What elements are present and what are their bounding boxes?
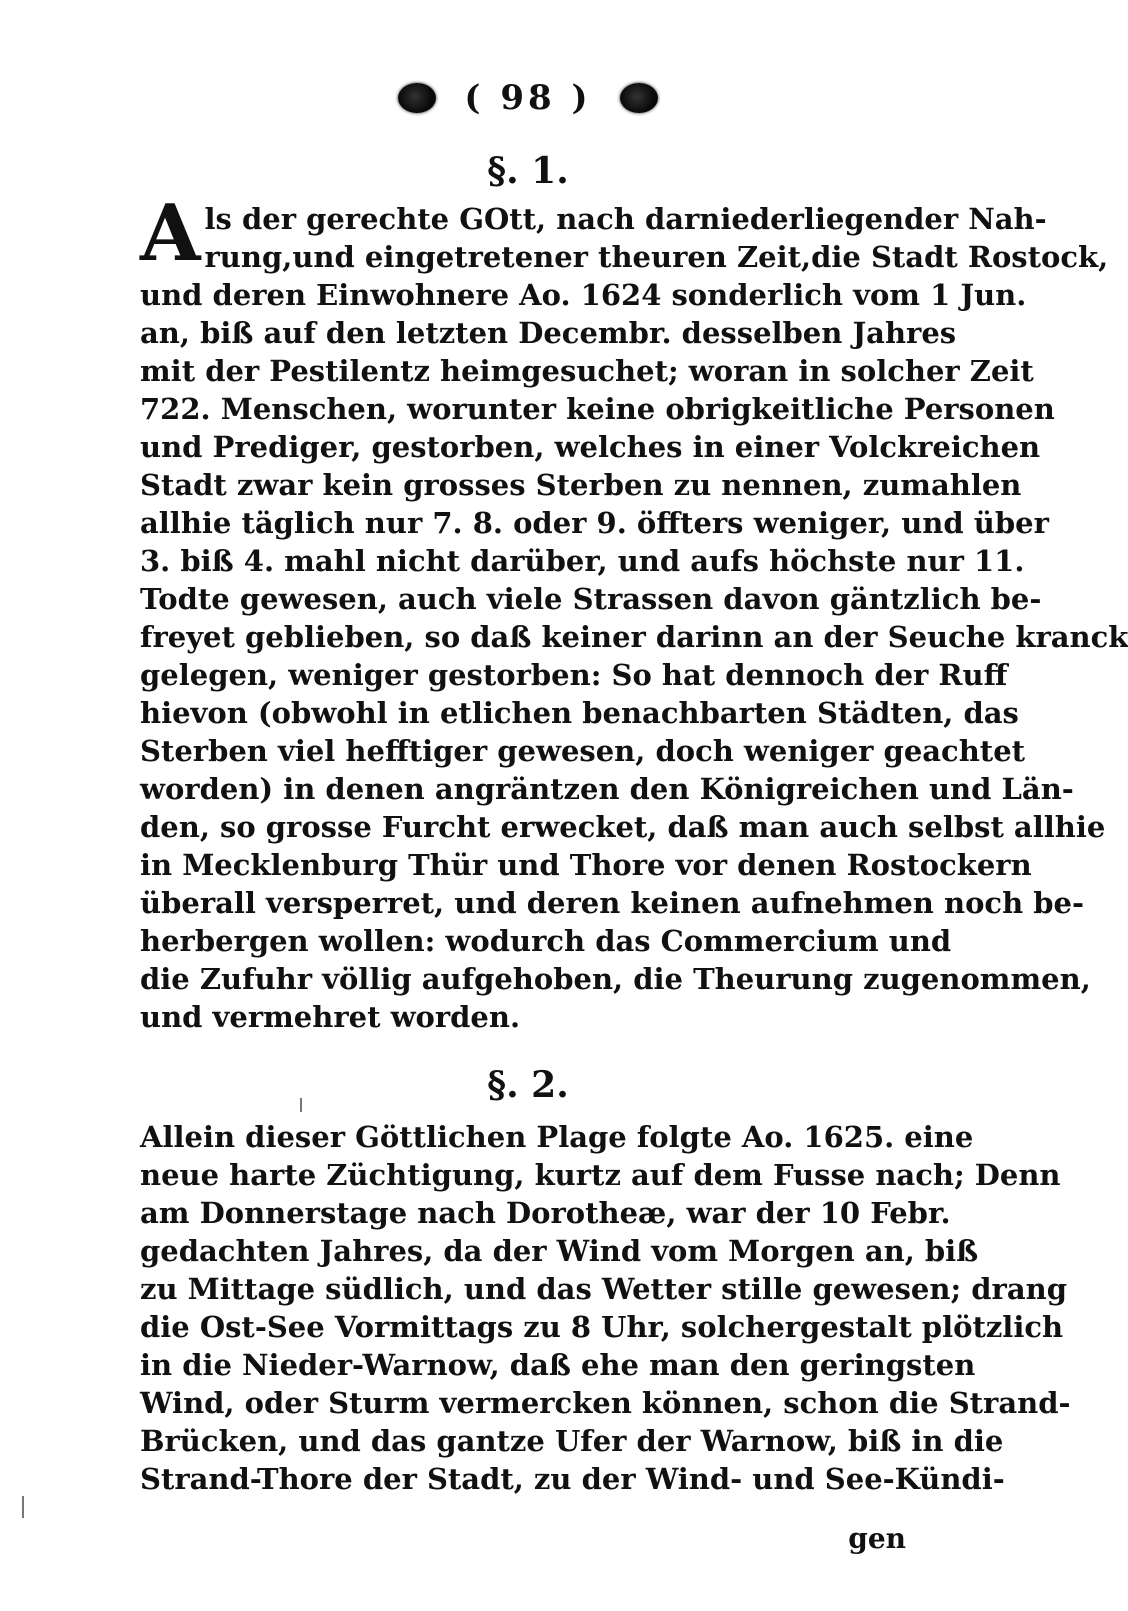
text-line: überall versperret, und deren keinen aufnehmen noch be-: [140, 886, 1085, 920]
text-line: den, so grosse Furcht erwecket, daß man auch selbst allhie: [140, 810, 1106, 844]
text-line: und Prediger, gestorben, welches in einer Volckreichen: [140, 430, 1041, 464]
text-line: am Donnerstage nach Dorotheæ, war der 10 Febr.: [140, 1196, 951, 1230]
text-line: und deren Einwohnere Ao. 1624 sonderlich vom 1 Jun.: [140, 278, 1027, 312]
text-line: die Ost-See Vormittags zu 8 Uhr, solchergestalt plötzlich: [140, 1310, 1064, 1344]
text-line: gelegen, weniger gestorben: So hat dennoch der Ruff: [140, 658, 1008, 692]
stray-mark: [22, 1496, 24, 1518]
text-line: Wind, oder Sturm vermercken können, schon die Strand-: [140, 1386, 1071, 1420]
text-line: in Mecklenburg Thür und Thore vor denen Rostockern: [140, 848, 1032, 882]
text-line: 3. biß 4. mahl nicht darüber, und aufs höchste nur 11.: [140, 544, 1025, 578]
text-line: die Zufuhr völlig aufgehoben, die Theurung zugenommen,: [140, 962, 1091, 996]
text-line: herbergen wollen: wodurch das Commercium und: [140, 924, 952, 958]
ornament-left-icon: [398, 83, 436, 113]
text-line: allhie täglich nur 7. 8. oder 9. öffters weniger, und über: [140, 506, 1049, 540]
text-line: neue harte Züchtigung, kurtz auf dem Fusse nach; Denn: [140, 1158, 1061, 1192]
page-header: [0, 78, 1056, 118]
text-line: freyet geblieben, so daß keiner darinn an der Seuche kranck: [140, 620, 1128, 654]
catchword: gen: [848, 1522, 906, 1555]
text-line: ls der gerechte GOtt, nach darniederliegender Nah-: [204, 202, 1047, 236]
text-line: Sterben viel hefftiger gewesen, doch weniger geachtet: [140, 734, 1026, 768]
text-line: zu Mittage südlich, und das Wetter stille gewesen; drang: [140, 1272, 1067, 1306]
text-line: rung,und eingetretener theuren Zeit,die Stadt Rostock,: [204, 240, 1109, 274]
stray-mark: [300, 1098, 302, 1112]
text-line: Allein dieser Göttlichen Plage folgte Ao. 1625. eine: [140, 1120, 974, 1154]
text-line: und vermehret worden.: [140, 1000, 521, 1034]
text-line: Todte gewesen, auch viele Strassen davon gäntzlich be-: [140, 582, 1042, 616]
text-line: hievon (obwohl in etlichen benachbarten Städten, das: [140, 696, 1019, 730]
text-line: worden) in denen angräntzen den Königreichen und Län-: [140, 772, 1074, 806]
text-line: in die Nieder-Warnow, daß ehe man den geringsten: [140, 1348, 976, 1382]
section-1-paragraph: [140, 188, 1128, 1036]
text-line: gedachten Jahres, da der Wind vom Morgen an, biß: [140, 1234, 979, 1268]
drop-cap: A: [140, 188, 201, 279]
text-line: an, biß auf den letzten Decembr. desselben Jahres: [140, 316, 957, 350]
section-1-heading: §. 1.: [487, 150, 569, 192]
text-line: Strand-Thore der Stadt, zu der Wind- und See-Kündi-: [140, 1462, 1005, 1496]
text-line: mit der Pestilentz heimgesuchet; woran in solcher Zeit: [140, 354, 1034, 388]
ornament-right-icon: [620, 83, 658, 113]
text-line: Stadt zwar kein grosses Sterben zu nennen, zumahlen: [140, 468, 1022, 502]
text-line: 722. Menschen, worunter keine obrigkeitliche Personen: [140, 392, 1055, 426]
page-number: ( 98 ): [464, 78, 592, 118]
section-2-heading: §. 2.: [487, 1064, 569, 1106]
text-line: Brücken, und das gantze Ufer der Warnow, biß in die: [140, 1424, 1004, 1458]
section-2-paragraph: [140, 1118, 1071, 1498]
